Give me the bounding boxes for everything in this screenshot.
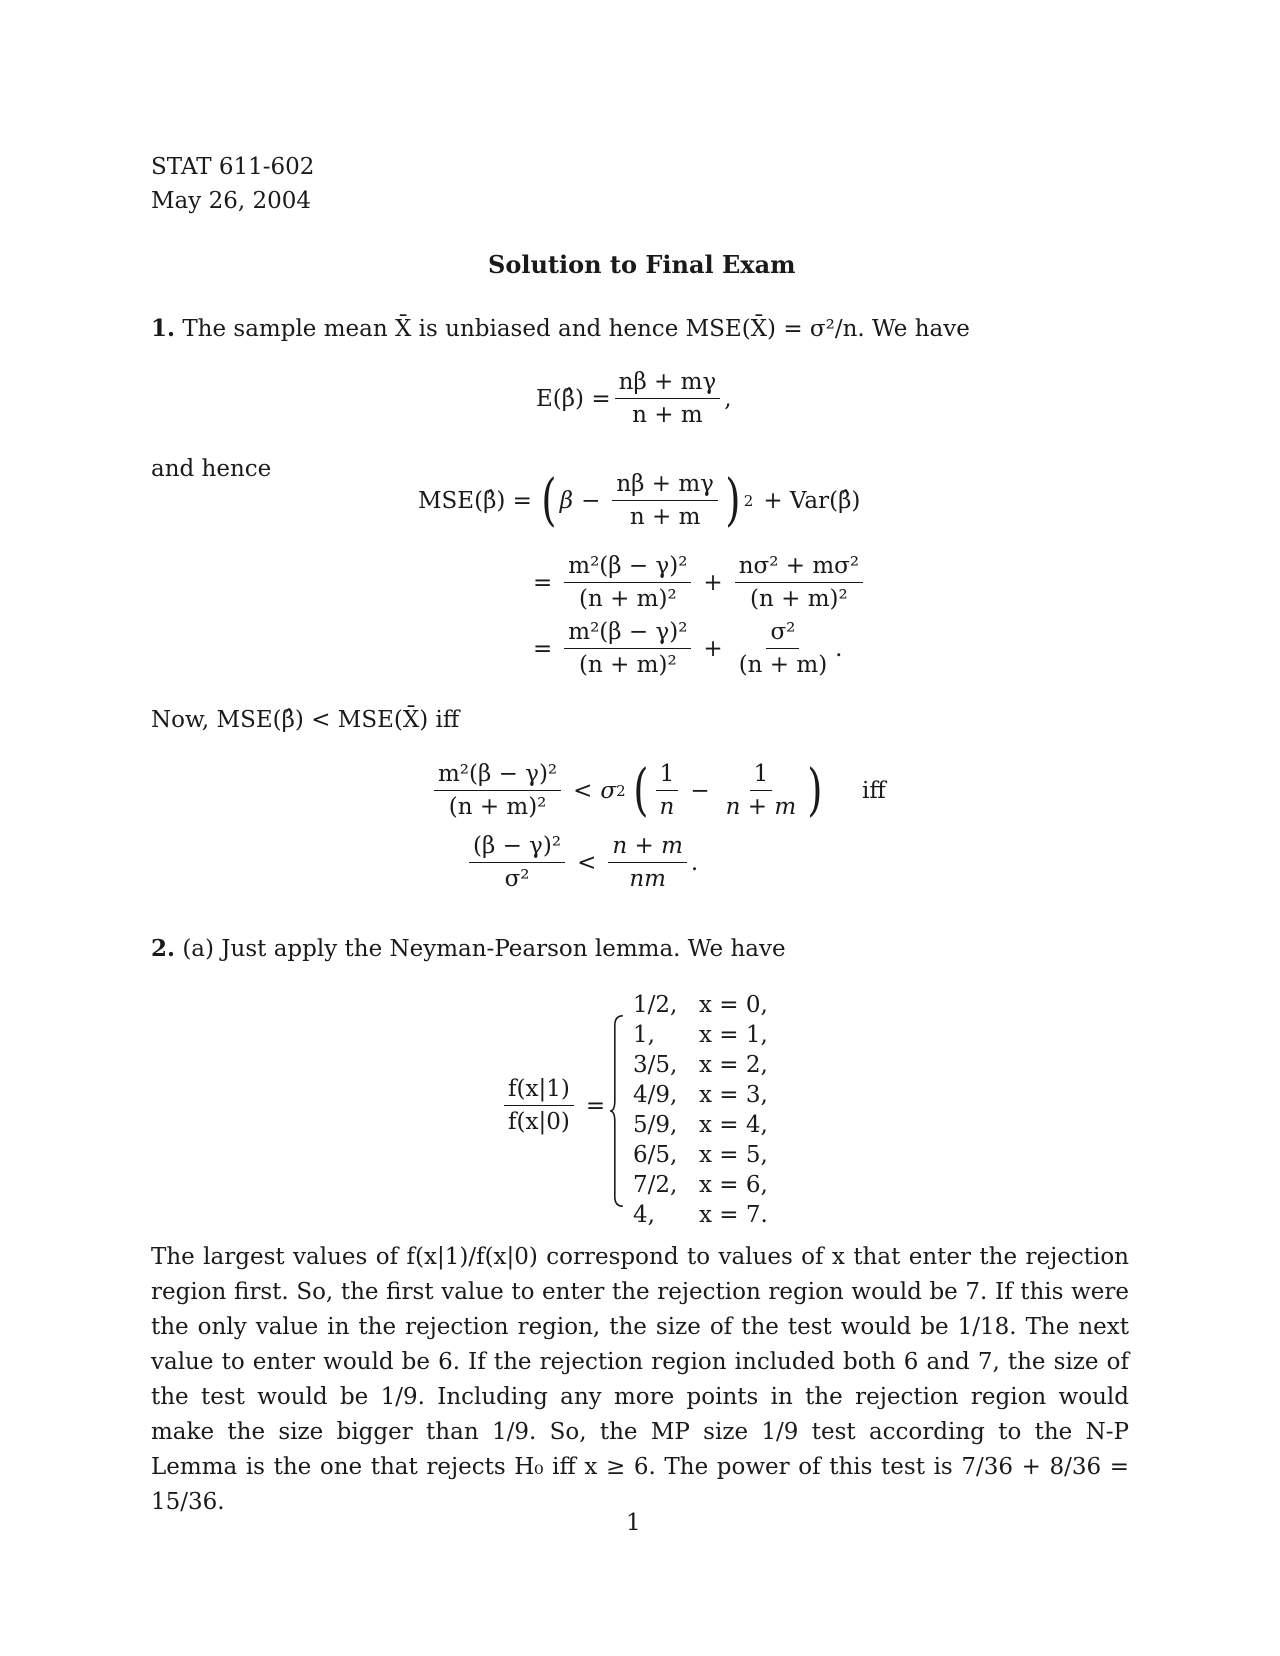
ineq1-fraction-b bbox=[722, 760, 801, 821]
fraction-numerator: σ² bbox=[766, 618, 799, 649]
fraction-denominator: (n + m)² bbox=[579, 586, 677, 612]
fraction-denominator: n + m bbox=[725, 794, 797, 820]
page-number: 1 bbox=[626, 1510, 641, 1536]
piecewise-cases bbox=[633, 990, 809, 1230]
case-row bbox=[633, 1140, 809, 1170]
fraction-numerator: m²(β − γ)² bbox=[564, 552, 691, 583]
case-condition: x = 7. bbox=[699, 1202, 768, 1228]
ineq1-fraction-lhs bbox=[434, 760, 561, 821]
fraction-numerator: n + m bbox=[608, 832, 687, 863]
case-condition: x = 4, bbox=[699, 1112, 768, 1138]
case-row bbox=[633, 1170, 809, 1200]
q1-intro: The sample mean X̄ is unbiased and hence MSE(X̄) = σ²/n. We have bbox=[182, 316, 970, 342]
case-row bbox=[633, 1050, 809, 1080]
case-row bbox=[633, 1080, 809, 1110]
inequality-line-1: $\frac{\text{m²(β − γ)²}}{\text{(n + m)²}}$ < σ 2 ( $\frac{1}{n}$ − $\frac{1}{n + m}$ ) iff bbox=[430, 760, 886, 821]
case-condition: x = 5, bbox=[699, 1142, 768, 1168]
fraction-denominator: (n + m) bbox=[738, 652, 828, 678]
mse-line3-fraction-b bbox=[735, 618, 831, 679]
fraction-numerator: nβ + mγ bbox=[612, 470, 718, 501]
fraction-numerator: 1 bbox=[750, 760, 773, 791]
expectation-lhs: E(β̂) = bbox=[536, 385, 611, 412]
case-condition: x = 6, bbox=[699, 1172, 768, 1198]
fraction-numerator: 1 bbox=[656, 760, 679, 791]
fraction-numerator: nσ² + mσ² bbox=[735, 552, 863, 583]
case-row bbox=[633, 1110, 809, 1140]
fraction-numerator: nβ + mγ bbox=[615, 368, 721, 399]
page-title: Solution to Final Exam bbox=[488, 250, 796, 279]
exam-date: May 26, 2004 bbox=[151, 188, 311, 214]
case-value: 6/5, bbox=[633, 1142, 678, 1168]
likelihood-ratio-fraction bbox=[504, 1075, 574, 1136]
case-value: 1/2, bbox=[633, 992, 678, 1018]
q2-intro-line bbox=[151, 932, 786, 966]
q2-explanation-paragraph: The largest values of f(x|1)/f(x|0) correspond to values of x that enter the rejection region first. So, the first value to enter the rejection region would be 7. If this were the only value in the rejection region, the size of the test would be 1/18. The next value to enter would be 6. If the rejection region included both 6 and 7, the size of the test would be 1/9. Including any more points in the rejection region would make the size bigger than 1/9. So, the MP size 1/9 test according to the N-P Lemma is the one that rejects H₀ iff x ≥ 6. The power of this test is 7/36 + 8/36 = 15/36. bbox=[151, 1244, 1129, 1515]
mse-variance-term: + Var(β̂) bbox=[763, 487, 861, 514]
q2-number: 2. bbox=[151, 935, 176, 962]
fraction-denominator: (n + m)² bbox=[579, 652, 677, 678]
fraction-numerator: f(x|1) bbox=[504, 1075, 574, 1106]
expectation-equation: E(β̂) = $\frac{n\beta + m\gamma}{n + m}$ , bbox=[536, 369, 732, 428]
case-value: 7/2, bbox=[633, 1172, 678, 1198]
fraction-denominator: n bbox=[659, 794, 675, 820]
inequality-line-2: $\frac{\text{(β − γ)²}}{\text{σ²}}$ < $\frac{n + m}{nm}$ . bbox=[465, 832, 698, 893]
case-row bbox=[633, 1020, 809, 1050]
course-code: STAT 611-602 bbox=[151, 154, 315, 180]
and-hence-text: and hence bbox=[151, 456, 272, 482]
case-condition: x = 1, bbox=[699, 1022, 768, 1048]
mse-equation-line-1: MSE(β̂) = ( β − $\frac{n\beta + m\gamma}{n + m}$ ) 2 + Var(β̂) bbox=[418, 467, 861, 533]
fraction-denominator: f(x|0) bbox=[508, 1109, 570, 1135]
mse-lhs: MSE(β̂) = bbox=[418, 487, 532, 514]
case-condition: x = 2, bbox=[699, 1052, 768, 1078]
fraction-denominator: (n + m)² bbox=[448, 794, 547, 820]
case-row bbox=[633, 1200, 809, 1230]
fraction-denominator: n + m bbox=[632, 402, 703, 428]
q1-number: 1. bbox=[151, 315, 176, 342]
q2-intro: (a) Just apply the Neyman-Pearson lemma. We have bbox=[182, 936, 786, 962]
ineq1-fraction-a bbox=[656, 760, 679, 821]
likelihood-ratio-lhs: $\frac{f(x|1)}{f(x|0)}$ = bbox=[500, 1075, 613, 1136]
mse-line2-fraction-a bbox=[564, 552, 691, 613]
fraction-denominator: σ² bbox=[504, 866, 530, 892]
case-value: 5/9, bbox=[633, 1112, 678, 1138]
case-value: 4/9, bbox=[633, 1082, 678, 1108]
case-value: 4, bbox=[633, 1202, 655, 1228]
case-value: 1, bbox=[633, 1022, 655, 1048]
fraction-numerator: m²(β − γ)² bbox=[434, 760, 561, 791]
now-text: Now, MSE(β̂) < MSE(X̄) iff bbox=[151, 707, 460, 733]
mse-line3-fraction-a bbox=[564, 618, 691, 679]
expectation-fraction bbox=[615, 368, 721, 429]
mse-line2-fraction-b bbox=[735, 552, 863, 613]
fraction-denominator: n + m bbox=[629, 504, 701, 530]
mse-line1-fraction bbox=[612, 470, 718, 531]
case-condition: x = 3, bbox=[699, 1082, 768, 1108]
iff-label: iff bbox=[862, 777, 886, 804]
ineq2-fraction-lhs bbox=[469, 832, 565, 893]
q1-intro-line bbox=[151, 312, 970, 346]
fraction-numerator: (β − γ)² bbox=[469, 832, 565, 863]
case-value: 3/5, bbox=[633, 1052, 678, 1078]
mse-equation-line-3: = $\frac{\text{m²(β − γ)²}}{\text{(n + m)²}}$ + $\frac{\text{σ²}}{(n + m)}$ . bbox=[533, 619, 843, 678]
fraction-denominator: (n + m)² bbox=[750, 586, 848, 612]
case-condition: x = 0, bbox=[699, 992, 768, 1018]
mse-equation-line-2: = $\frac{\text{m²(β − γ)²}}{\text{(n + m)²}}$ + $\frac{\text{nσ² + mσ²}}{\text{(n + m)²}}$ bbox=[525, 552, 867, 613]
fraction-denominator: nm bbox=[629, 866, 666, 892]
fraction-numerator: m²(β − γ)² bbox=[564, 618, 691, 649]
ineq2-fraction-rhs bbox=[608, 832, 687, 893]
case-row bbox=[633, 990, 809, 1020]
left-brace-icon bbox=[610, 990, 626, 1232]
